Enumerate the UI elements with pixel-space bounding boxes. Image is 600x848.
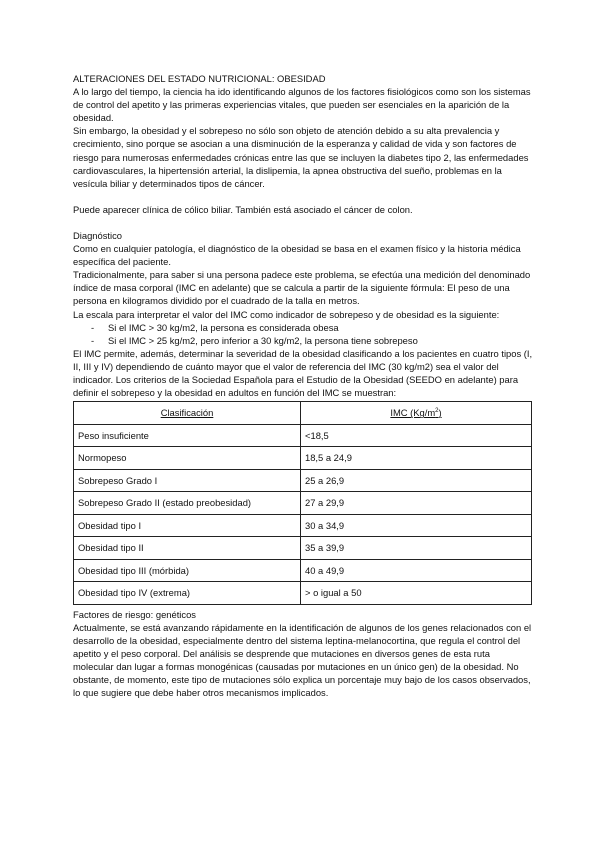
imc-header-close: ): [438, 407, 442, 419]
row-value: 40 a 49,9: [301, 559, 532, 582]
row-label: Sobrepeso Grado II (estado preobesidad): [74, 492, 301, 515]
row-label: Obesidad tipo III (mórbida): [74, 559, 301, 582]
table-row: [74, 559, 532, 582]
intro-paragraph-2: Sin embargo, la obesidad y el sobrepeso no sólo son objeto de atención debido a su alta prevalencia y crecimiento, sino porque se asocian a una disminución de la esperanza y calidad de vida y son factores de riesgo para numerosas enfermedades crónicas entre las que se incluyen la diabetes tipo 2, las enfermedades cardiovasculares, la hipertensión arterial, la dislipemia, la apnea obstructiva del sueño, problemas en la vesícula biliar y determinados tipos de cáncer.: [73, 125, 529, 189]
row-label: Obesidad tipo II: [74, 537, 301, 560]
colico-paragraph: Puede aparecer clínica de cólico biliar. También está asociado el cáncer de colon.: [73, 203, 413, 215]
diagnostico-heading: Diagnóstico: [73, 229, 122, 241]
table-row: [74, 447, 532, 470]
table-row: [74, 492, 532, 515]
row-value: 27 a 29,9: [301, 492, 532, 515]
row-label: Sobrepeso Grado I: [74, 469, 301, 492]
table-row: [74, 582, 532, 605]
column-header-imc: [301, 402, 532, 425]
spacer: [73, 190, 533, 203]
row-value: > o igual a 50: [301, 582, 532, 605]
table-row: [74, 424, 532, 447]
row-label: Obesidad tipo I: [74, 514, 301, 537]
row-value: <18,5: [301, 424, 532, 447]
row-value: 25 a 26,9: [301, 469, 532, 492]
row-value: 35 a 39,9: [301, 537, 532, 560]
intro-paragraph-1: A lo largo del tiempo, la ciencia ha ido identificando algunos de los factores fisiológicos como son los sistemas de control del apetito y las primeras experiencias vitales, que pueden ser esenciales en la aparición de la obesidad.: [73, 86, 531, 124]
row-label: Normopeso: [74, 447, 301, 470]
row-value: 18,5 a 24,9: [301, 447, 532, 470]
row-label: Peso insuficiente: [74, 424, 301, 447]
table-row: [74, 469, 532, 492]
row-label: Obesidad tipo IV (extrema): [74, 582, 301, 605]
list-item: - Si el IMC ˃ 25 kg/m2, pero inferior a 30 kg/m2, la persona tiene sobrepeso: [91, 334, 533, 347]
imc-scale-list: [73, 321, 533, 347]
imc-header-text: IMC (Kg/m: [390, 407, 436, 419]
column-header-clasificacion: Clasificación: [74, 402, 301, 425]
diagnostico-paragraph-4: El IMC permite, además, determinar la severidad de la obesidad clasificando a los pacientes en cuatro tipos (I, II, III y IV) dependiendo de cuánto mayor que el valor de referencia del IMC (30 kg/m2) sea el valor del indicador. Los criterios de la Sociedad Española para el Estudio de la Obesidad (SEEDO en adelante) para definir el sobrepeso y la obesidad en adultos en función del IMC se muestran:: [73, 347, 533, 399]
imc-classification-table: [73, 401, 532, 605]
factores-heading: Factores de riesgo: genéticos: [73, 608, 196, 620]
imc-header-superscript: 2: [435, 408, 439, 415]
document-body: [73, 72, 533, 699]
table-header-row: [74, 402, 532, 425]
diagnostico-paragraph-3: La escala para interpretar el valor del IMC como indicador de sobrepeso y de obesidad es la siguiente:: [73, 308, 500, 320]
factores-paragraph: Actualmente, se está avanzando rápidamente en la identificación de algunos de los genes relacionados con el desarrollo de la obesidad, especialmente dentro del sistema leptina-melanocortina, que regula el control del apetito y el peso corporal. Del análisis se desprende que mutaciones en diversos genes de esta ruta molecular dan lugar a formas monogénicas (causadas por mutaciones en un único gen) de la obesidad. No obstante, de momento, este tipo de mutaciones sólo explica un porcentaje muy bajo de los casos observados, lo que sugiere que debe haber otros mecanismos implicados.: [73, 621, 532, 699]
row-value: 30 a 34,9: [301, 514, 532, 537]
table-row: [74, 537, 532, 560]
diagnostico-paragraph-1: Como en cualquier patología, el diagnóstico de la obesidad se basa en el examen físico y la historia médica específica del paciente.: [73, 243, 521, 268]
list-item: - Si el IMC ˃ 30 kg/m2, la persona es considerada obesa: [91, 321, 533, 334]
spacer: [73, 216, 533, 229]
diagnostico-paragraph-2: Tradicionalmente, para saber si una persona padece este problema, se efectúa una medición del denominado índice de masa corporal (IMC en adelante) que se calcula a partir de la siguiente fórmula: El peso de una persona en kilogramos dividido por el cuadrado de la talla en metros.: [73, 269, 531, 307]
document-title: ALTERACIONES DEL ESTADO NUTRICIONAL: OBESIDAD: [73, 73, 326, 84]
table-row: [74, 514, 532, 537]
